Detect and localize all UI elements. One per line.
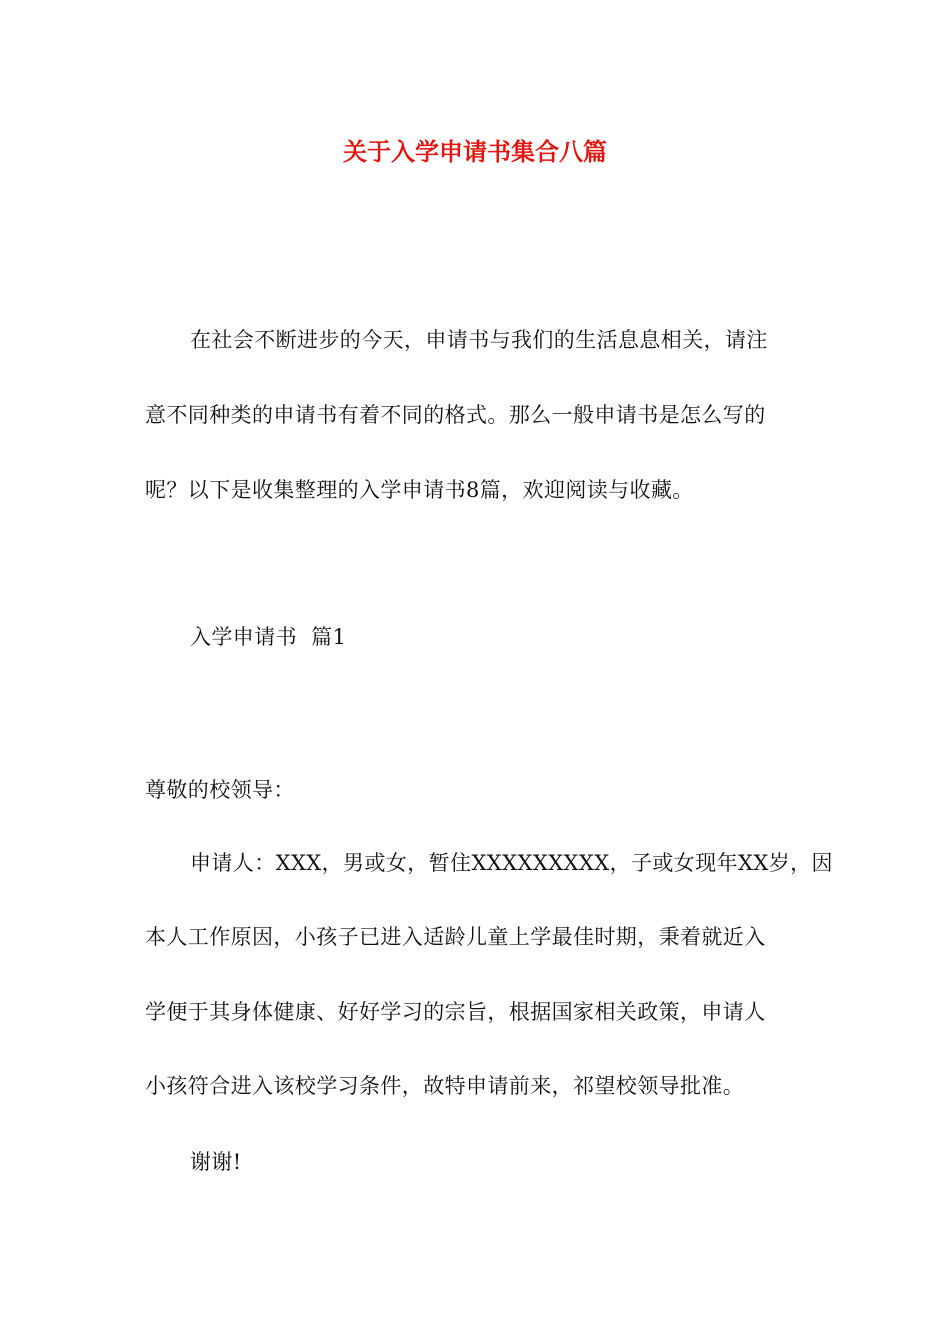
salutation: 尊敬的校领导：	[145, 778, 295, 802]
intro-line-3: 呢？以下是收集整理的入学申请书8篇，欢迎阅读与收藏。	[145, 478, 694, 502]
intro-line-1: 在社会不断进步的今天，申请书与我们的生活息息相关，请注	[190, 328, 768, 352]
intro-line-2: 意不同种类的申请书有着不同的格式。那么一般申请书是怎么写的	[145, 403, 766, 427]
closing: 谢谢!	[190, 1150, 242, 1174]
body-line-4: 小孩符合进入该校学习条件，故特申请前来，祁望校领导批准。	[145, 1074, 745, 1098]
section-heading: 入学申请书 篇1	[190, 625, 347, 649]
document-title: 关于入学申请书集合八篇	[343, 138, 607, 166]
body-line-2: 本人工作原因，小孩子已进入适龄儿童上学最佳时期，秉着就近入	[145, 925, 766, 949]
body-line-3: 学便于其身体健康、好好学习的宗旨，根据国家相关政策，申请人	[145, 1000, 766, 1024]
body-line-1: 申请人：XXX，男或女，暂住XXXXXXXXX，子或女现年XX岁，因	[190, 851, 833, 875]
